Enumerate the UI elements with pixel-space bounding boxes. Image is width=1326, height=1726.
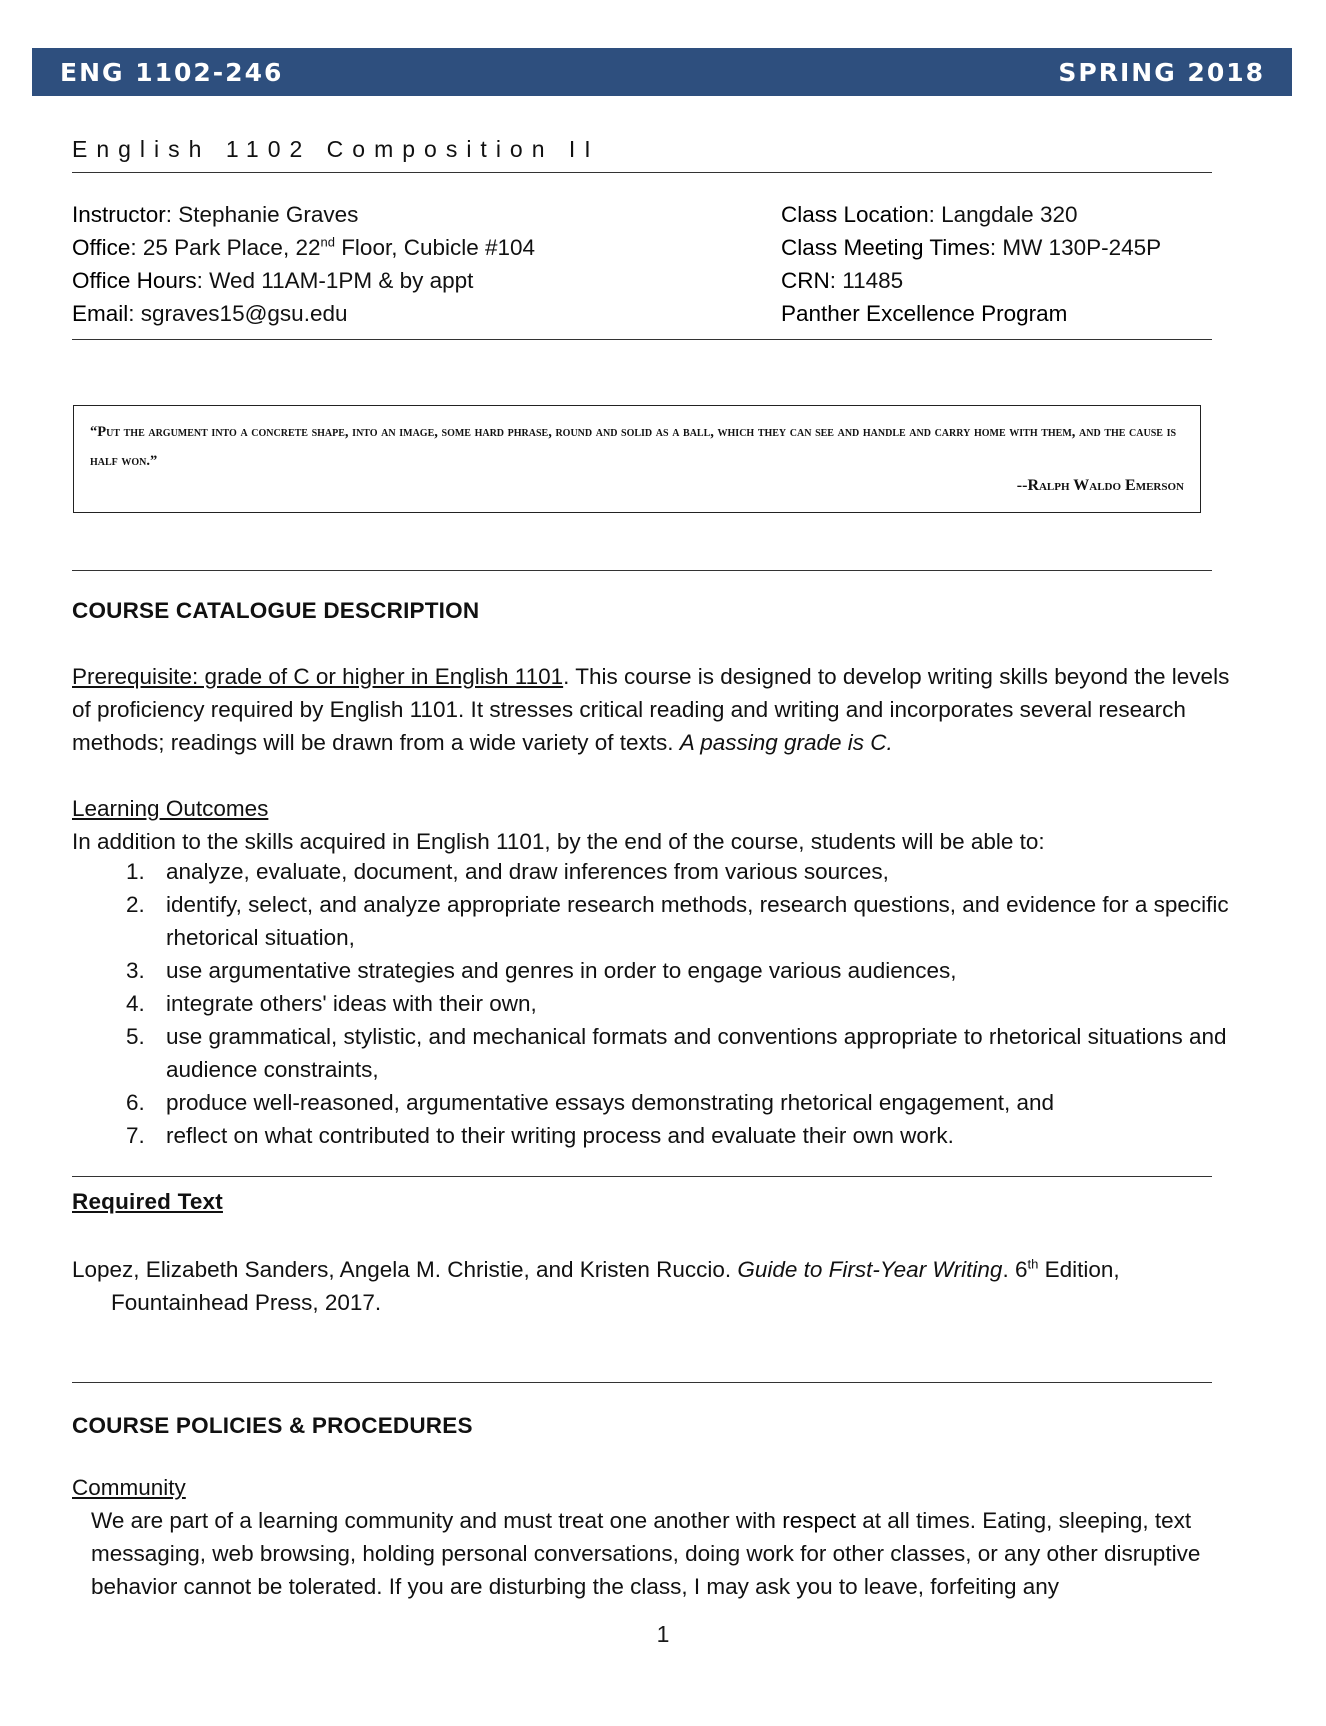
meeting-times-row: Class Meeting Times: MW 130P-245P	[781, 235, 1162, 260]
outcomes-list	[72, 855, 1232, 1152]
location-row: Class Location: Langdale 320	[781, 202, 1078, 227]
quote-attribution: --Ralph Waldo Emerson	[1016, 477, 1184, 494]
catalogue-heading: COURSE CATALOGUE DESCRIPTION	[72, 598, 480, 623]
page-number: 1	[656, 1621, 670, 1647]
list-item: 2. identify, select, and analyze appropriate research methods, research questions, and evidence for a specific rhetorical situation,	[126, 892, 1229, 950]
required-text-citation: Lopez, Elizabeth Sanders, Angela M. Christie, and Kristen Ruccio. Guide to First-Year Writing. 6th Edition, Fountainhead Press, 2017.	[72, 1256, 1120, 1315]
instructor-info	[72, 198, 535, 330]
semester: SPRING 2018	[1058, 57, 1265, 87]
course-subtitle: English 1102 Composition II	[72, 136, 600, 162]
divider	[72, 172, 1212, 173]
list-item: 3. use argumentative strategies and genres in order to engage various audiences,	[126, 958, 957, 983]
divider	[72, 339, 1212, 340]
community-heading: Community	[72, 1475, 186, 1500]
divider	[72, 1176, 1212, 1177]
program-row: Panther Excellence Program	[781, 301, 1068, 326]
outcomes-heading: Learning Outcomes	[72, 796, 269, 821]
catalogue-description: Prerequisite: grade of C or higher in English 1101. This course is designed to develop writing skills beyond the levels of proficiency required by English 1101. It stresses critical reading and writing and incorporates several research methods; readings will be drawn from a wide variety of texts. A passing grade is C.	[72, 664, 1230, 755]
list-item: 7. reflect on what contributed to their writing process and evaluate their own work.	[126, 1123, 954, 1148]
office-row: Office: 25 Park Place, 22nd Floor, Cubicle #104	[72, 234, 536, 260]
divider	[72, 570, 1212, 571]
list-item: 1. analyze, evaluate, document, and draw inferences from various sources,	[126, 859, 889, 884]
course-code: ENG 1102-246	[60, 57, 284, 87]
class-info	[781, 198, 1161, 330]
office-hours-row: Office Hours: Wed 11AM-1PM & by appt	[72, 268, 474, 293]
divider	[72, 1382, 1212, 1383]
community-text: We are part of a learning community and must treat one another with respect at all times. Eating, sleeping, text messaging, web browsing, holding personal conversations, doing work for other classes, or any other disruptive behavior cannot be tolerated. If you are disturbing the class, I may ask you to leave, forfeiting any	[91, 1508, 1201, 1599]
crn-row: CRN: 11485	[781, 268, 904, 293]
required-text-heading: Required Text	[72, 1189, 223, 1214]
instructor-row: Instructor: Stephanie Graves	[72, 202, 359, 227]
email-row: Email: sgraves15@gsu.edu	[72, 301, 348, 326]
quote-box	[73, 405, 1201, 513]
quote-text: “Put the argument into a concrete shape, into an image, some hard phrase, round and solid as a ball, which they can see and handle and carry home with them, and the cause is half won.”	[90, 424, 1177, 469]
list-item: 4. integrate others' ideas with their own,	[126, 991, 537, 1016]
policies-heading: COURSE POLICIES & PROCEDURES	[72, 1413, 473, 1438]
outcomes-intro: In addition to the skills acquired in English 1101, by the end of the course, students will be able to:	[72, 829, 1045, 854]
course-banner	[32, 48, 1292, 96]
list-item: 6. produce well-reasoned, argumentative essays demonstrating rhetorical engagement, and	[126, 1090, 1055, 1115]
list-item: 5. use grammatical, stylistic, and mechanical formats and conventions appropriate to rhetorical situations and audience constraints,	[126, 1024, 1227, 1082]
